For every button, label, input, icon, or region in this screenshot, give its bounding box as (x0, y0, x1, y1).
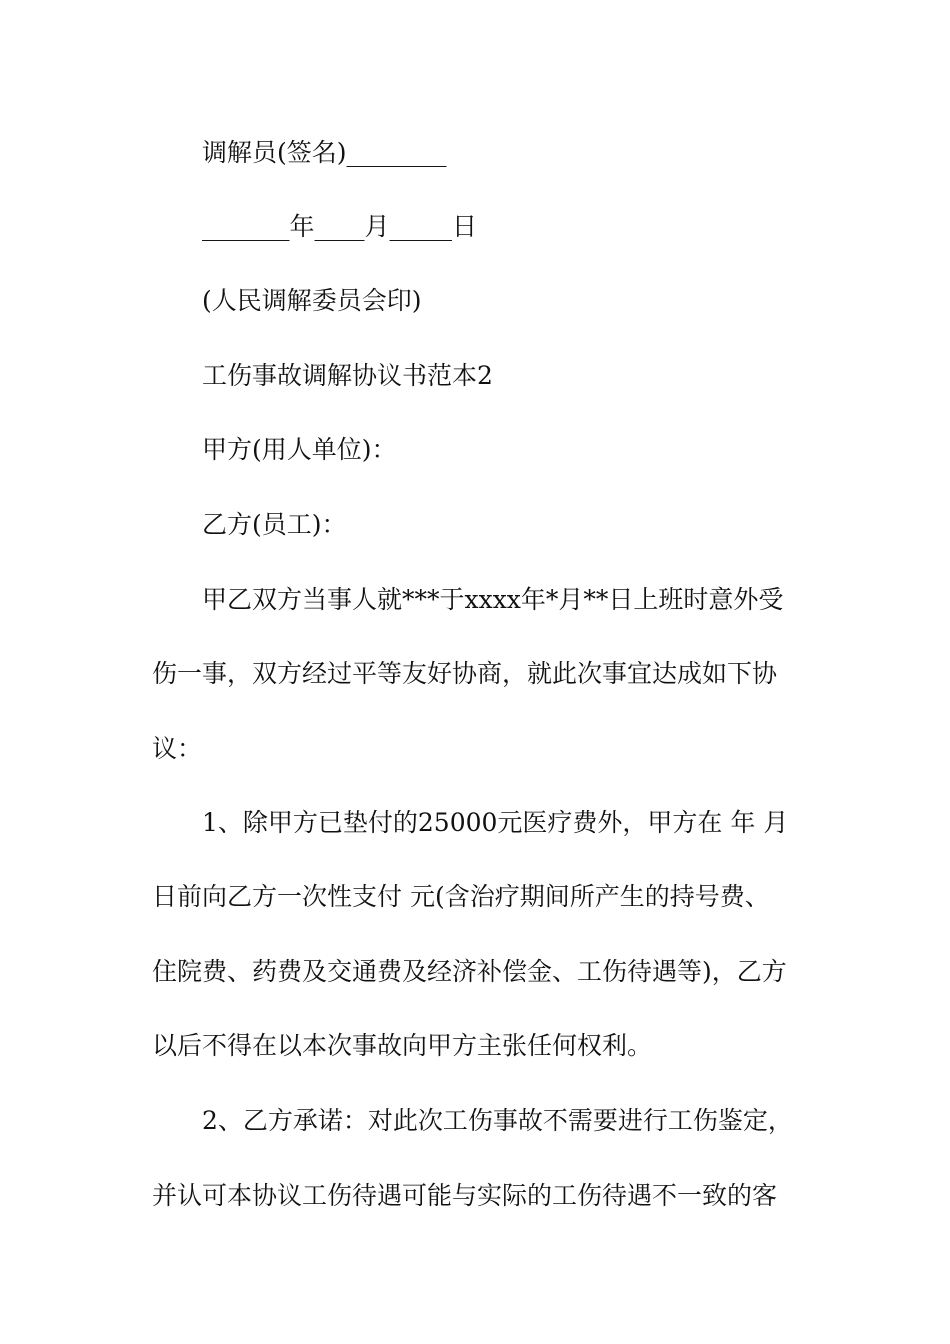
date-line: _______年____月_____日 (202, 212, 478, 241)
paragraph-intro-line-1: 甲乙双方当事人就***于xxxx年*月**日上班时意外受 (202, 585, 784, 614)
document-title: 工伤事故调解协议书范本2 (202, 361, 493, 390)
committee-seal-line: (人民调解委员会印) (202, 286, 422, 315)
paragraph-intro-line-3: 议： (152, 734, 203, 763)
clause-2-line-2: 并认可本协议工伤待遇可能与实际的工伤待遇不一致的客 (152, 1181, 778, 1210)
paragraph-intro-line-2: 伤一事，双方经过平等友好协商，就此次事宜达成如下协 (152, 659, 778, 688)
clause-1-line-4: 以后不得在以本次事故向甲方主张任何权利。 (152, 1031, 653, 1060)
mediator-signature-line: 调解员(签名)________ (202, 138, 447, 167)
clause-2-line-1: 2、乙方承诺：对此次工伤事故不需要进行工伤鉴定， (202, 1106, 793, 1135)
clause-1-line-3: 住院费、药费及交通费及经济补偿金、工伤待遇等)，乙方 (152, 957, 787, 986)
party-a-line: 甲方(用人单位)： (202, 435, 397, 464)
clause-1-line-2: 日前向乙方一次性支付 元(含治疗期间所产生的持号费、 (152, 882, 770, 911)
clause-1-line-1: 1、除甲方已垫付的25000元医疗费外，甲方在 年 月 (202, 808, 789, 837)
party-b-line: 乙方(员工)： (202, 510, 347, 539)
